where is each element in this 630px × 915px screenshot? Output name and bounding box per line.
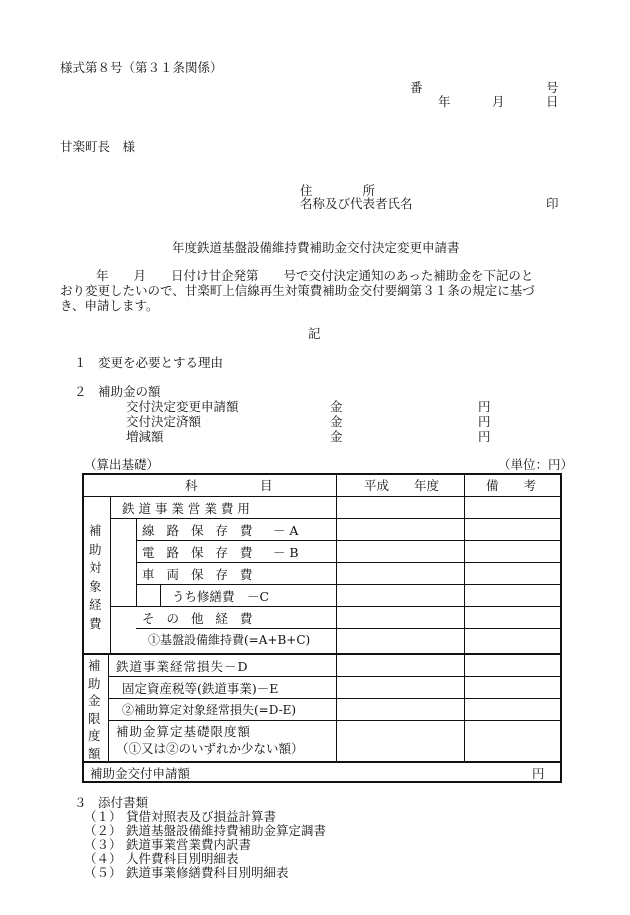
row-operating-loss: 鉄道事業経常損失－D bbox=[116, 659, 249, 674]
column-header-note: 備 考 bbox=[486, 478, 537, 493]
amount-row-yen: 円 bbox=[478, 399, 491, 414]
row-operating-expenses: 鉄 道 事 業 営 業 費 用 bbox=[122, 501, 250, 516]
row-fixed-asset-tax: 固定資産税等(鉄道事業)－E bbox=[122, 681, 279, 696]
group-label-subsidy-costs: 補助対象経費 bbox=[89, 523, 102, 631]
attachment-number: （１） bbox=[84, 809, 122, 824]
amount-row-label: 交付決定変更申請額 bbox=[126, 399, 239, 414]
attachment-number: （４） bbox=[84, 851, 122, 866]
seal-label: 印 bbox=[546, 196, 559, 211]
attachment-item: 鉄道事業営業費内訳書 bbox=[126, 837, 252, 852]
year-label: 年 bbox=[438, 94, 451, 109]
attachment-item: 鉄道基盤設備維持費補助金算定調書 bbox=[126, 823, 327, 838]
application-amount-yen: 円 bbox=[532, 766, 545, 781]
body-line-2: おり変更したいので、甘楽町上信線再生対策費補助金交付要綱第３１条の規定に基づ bbox=[60, 283, 535, 298]
ban-label: 番 bbox=[410, 80, 423, 95]
go-label: 号 bbox=[546, 80, 559, 95]
month-label: 月 bbox=[492, 94, 505, 109]
body-line-1: 年 月 日付け甘企発第 号で交付決定通知のあった補助金を下記のと bbox=[96, 268, 534, 283]
row-target-loss: ②補助算定対象経常損失(=D-E) bbox=[122, 703, 297, 717]
row-electric-maintenance: 電 路 保 存 費 －B bbox=[142, 545, 303, 560]
form-number: 様式第８号（第３１条関係） bbox=[60, 60, 223, 75]
section1-number: １ bbox=[74, 355, 87, 370]
section2-label: 補助金の額 bbox=[98, 384, 161, 399]
addressee: 甘楽町長 様 bbox=[60, 139, 136, 154]
attachment-item: 貸借対照表及び損益計算書 bbox=[126, 809, 277, 824]
attachment-item: 鉄道事業修繕費科目別明細表 bbox=[126, 865, 289, 880]
amount-row-label: 増減額 bbox=[126, 429, 164, 444]
column-header-year: 平成 年度 bbox=[364, 478, 440, 493]
attachment-number: （３） bbox=[84, 837, 122, 852]
attachment-item: 人件費科目別明細表 bbox=[126, 851, 239, 866]
day-label: 日 bbox=[546, 94, 559, 109]
body-line-3: き、申請します。 bbox=[60, 298, 159, 313]
group-label-subsidy-limit: 補助金限度額 bbox=[88, 658, 101, 761]
row-limit-base-note: （①又は②のいずれか少ない額） bbox=[116, 741, 304, 756]
row-limit-base: 補助金算定基礎限度額 bbox=[116, 724, 252, 739]
section3-number: ３ bbox=[74, 795, 87, 810]
row-repair-costs: うち修繕費 －C bbox=[172, 589, 270, 604]
amount-row-yen: 円 bbox=[478, 414, 491, 429]
table-caption-right: （単位：円） bbox=[498, 457, 574, 472]
row-vehicle-maintenance: 車 両 保 存 費 bbox=[142, 567, 257, 582]
section2-number: ２ bbox=[74, 384, 87, 399]
attachment-number: （２） bbox=[84, 823, 122, 838]
amount-row-label: 交付決定済額 bbox=[126, 414, 202, 429]
table-caption-left: （算出基礎） bbox=[84, 457, 160, 472]
row-other-expenses: そ の 他 経 費 bbox=[142, 611, 257, 626]
ki-label: 記 bbox=[308, 326, 321, 341]
document-title: 年度鉄道基盤設備維持費補助金交付決定変更申請書 bbox=[172, 240, 460, 255]
amount-row-yen: 円 bbox=[478, 429, 491, 444]
amount-row-kin: 金 bbox=[330, 429, 343, 444]
column-header-item: 科 目 bbox=[185, 478, 273, 493]
name-label: 名称及び代表者氏名 bbox=[300, 196, 413, 211]
attachment-number: （５） bbox=[84, 865, 122, 880]
row-track-maintenance: 線 路 保 存 費 －A bbox=[142, 523, 303, 538]
amount-row-kin: 金 bbox=[330, 399, 343, 414]
row-base-facility-costs: ①基盤設備維持費(=A+B+C) bbox=[148, 633, 311, 647]
section3-label: 添付書類 bbox=[98, 795, 149, 810]
address-label: 住 所 bbox=[300, 183, 376, 198]
row-application-amount: 補助金交付申請額 bbox=[90, 766, 191, 781]
section1-label: 変更を必要とする理由 bbox=[98, 355, 224, 370]
amount-row-kin: 金 bbox=[330, 414, 343, 429]
